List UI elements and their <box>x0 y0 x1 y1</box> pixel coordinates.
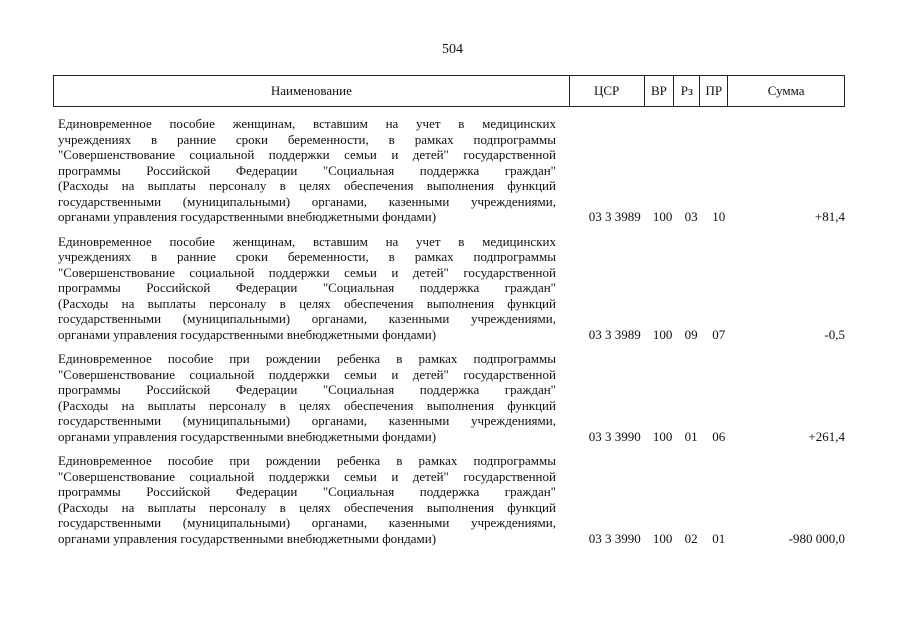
table-header-row <box>53 75 845 107</box>
row-name-line: органами управления государственными внебюджетными фондами) <box>58 428 437 444</box>
row-name-line: "Совершенствование социальной поддержки семьи и детей" государственной <box>58 264 556 280</box>
row-rz: 09 <box>684 326 698 342</box>
row-name-line: "Совершенствование социальной поддержки семьи и детей" государственной <box>58 468 556 484</box>
row-name-line: Единовременное пособие при рождении ребенка в рамках подпрограммы <box>58 453 556 468</box>
table-row <box>53 453 845 546</box>
row-sum: -980 000,0 <box>788 530 846 546</box>
row-rz: 03 <box>684 209 698 224</box>
row-rz: 02 <box>684 530 698 546</box>
row-sum: -0,5 <box>824 326 846 342</box>
row-vr: 100 <box>652 428 673 444</box>
row-pr: 10 <box>712 209 726 224</box>
row-name-line: Единовременное пособие женщинам, вставшим на учет в медицинских <box>58 116 556 131</box>
row-name-line: Единовременное пособие при рождении ребенка в рамках подпрограммы <box>58 351 556 366</box>
row-name-line: (Расходы на выплаты персоналу в целях обеспечения выполнения функций <box>58 178 556 193</box>
row-name-line: программы Российской Федерации "Социальная поддержка граждан" <box>58 382 556 397</box>
row-name-line: органами управления государственными внебюджетными фондами) <box>58 326 437 342</box>
row-csr: 03 3 3990 <box>588 428 641 444</box>
row-csr: 03 3 3989 <box>588 326 641 342</box>
header-sum: Сумма <box>727 76 844 106</box>
header-csr: ЦСР <box>569 76 644 106</box>
header-name: Наименование <box>270 83 352 98</box>
row-name-line: государственными (муниципальными) органами, казенными учреждениями, <box>58 413 556 428</box>
row-name-line: Единовременное пособие женщинам, вставшим на учет в медицинских <box>58 233 556 249</box>
header-vr: ВР <box>644 76 674 106</box>
table-row <box>53 116 845 225</box>
row-name-line: программы Российской Федерации "Социальная поддержка граждан" <box>58 162 556 178</box>
budget-table <box>53 75 845 546</box>
row-csr: 03 3 3989 <box>588 209 641 224</box>
row-vr: 100 <box>652 326 673 342</box>
row-name-line: государственными (муниципальными) органами, казенными учреждениями, <box>58 193 556 209</box>
row-pr: 01 <box>712 530 726 546</box>
row-name <box>53 116 556 225</box>
row-name-line: (Расходы на выплаты персоналу в целях обеспечения выполнения функций <box>58 295 556 311</box>
row-csr: 03 3 3990 <box>588 530 641 546</box>
row-name-line: органами управления государственными внебюджетными фондами) <box>58 209 437 224</box>
table-row <box>53 234 845 343</box>
row-name-line: "Совершенствование социальной поддержки семьи и детей" государственной <box>58 366 556 382</box>
row-pr: 06 <box>712 428 726 444</box>
page-number: 504 <box>442 42 463 57</box>
row-name <box>53 453 556 546</box>
row-name-line: (Расходы на выплаты персоналу в целях обеспечения выполнения функций <box>58 397 556 413</box>
row-name-line: программы Российской Федерации "Социальная поддержка граждан" <box>58 280 556 295</box>
row-vr: 100 <box>652 530 673 546</box>
row-name-line: программы Российской Федерации "Социальная поддержка граждан" <box>58 484 556 499</box>
table-body <box>53 116 845 546</box>
row-name-line: учреждениях в ранние сроки беременности, в рамках подпрограммы <box>58 249 556 264</box>
row-name-line: учреждениях в ранние сроки беременности, в рамках подпрограммы <box>58 131 556 147</box>
row-pr: 07 <box>712 326 726 342</box>
row-name-line: "Совершенствование социальной поддержки семьи и детей" государственной <box>58 147 556 162</box>
row-vr: 100 <box>652 209 673 224</box>
row-name-line: органами управления государственными внебюджетными фондами) <box>58 530 437 546</box>
row-name-line: (Расходы на выплаты персоналу в целях обеспечения выполнения функций <box>58 499 556 515</box>
row-name <box>53 234 556 343</box>
table-row <box>53 351 845 444</box>
row-sum: +261,4 <box>808 428 846 444</box>
row-name-line: государственными (муниципальными) органами, казенными учреждениями, <box>58 515 556 530</box>
row-sum: +81,4 <box>814 209 846 224</box>
header-rz: Рз <box>673 76 699 106</box>
row-rz: 01 <box>684 428 698 444</box>
row-name <box>53 351 556 444</box>
header-pr: ПР <box>699 76 727 106</box>
row-name-line: государственными (муниципальными) органами, казенными учреждениями, <box>58 311 556 326</box>
